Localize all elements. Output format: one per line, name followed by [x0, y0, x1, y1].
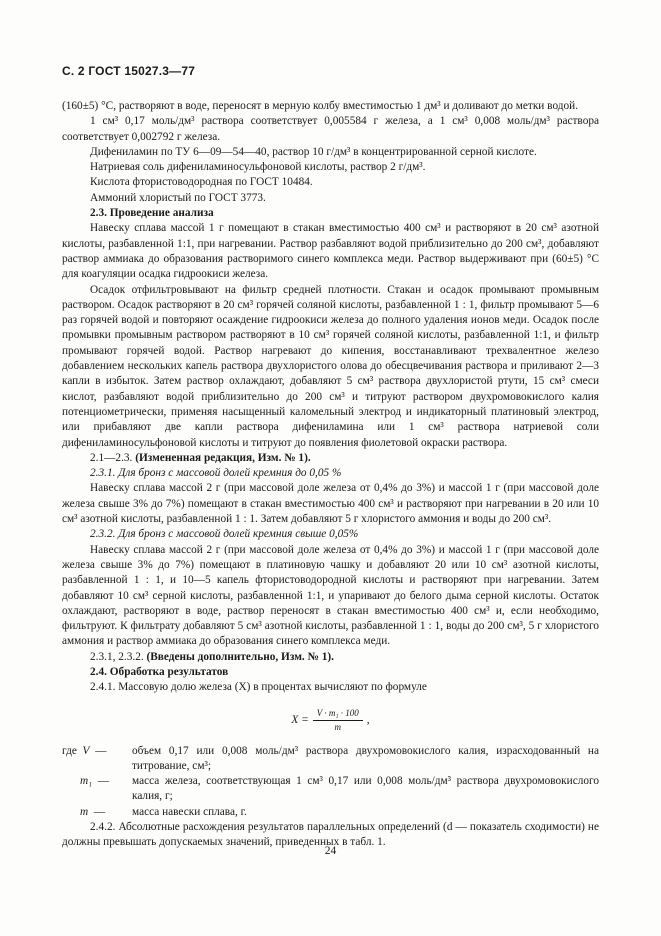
dash: — [97, 775, 110, 788]
paragraph: Осадок отфильтровывают на фильтр средней плотности. Стакан и осадок промывают промывным раствором. Осадок растворяют в 20 см³ горячей соляной кислоты, разбавленной 1 : 1, фильтр промывают 5—6 раз горячей водой и повторяют осаждение гидроокиси железа до полного удаления ионов меди. Осадок после промывки промывным раствором растворяют в 10 см³ горячей соляной кислоты, разбавленной 1:1, и фильтр промывают горячей водой. Раствор нагревают до кипения, восстанавливают трехвалентное железо добавлением нескольких капель раствора двухлористого олова до обесцвечивания раствора и приливают 2—3 капли в избыток. Затем раствор охлаждают, добавляют 5 см³ раствора двухлористой ртути, 15 см³ смеси кислот, разбавляют водой приблизительно до 200 см³ и титруют раствором двухромовокислого калия потенциометрически, применяя насыщенный каломельный электрод и индикаторный платиновый электрод, или прибавляют две капли раствора дифениламина или 1 см³ раствора натриевой соли дифениламиносульфоновой кислоты и титруют до появления фиолетовой окраски раствора. [62, 283, 599, 449]
paragraph: 1 см³ 0,17 моль/дм³ раствора соответствует 0,005584 г железа, а 1 см³ 0,008 моль/дм³ раствора соответствует 0,002792 г железа. [62, 115, 599, 143]
paragraph: Дифениламин по ТУ 6—09—54—40, раствор 10 г/дм³ в концентрированной серной кислоте. [90, 145, 537, 158]
section-heading-2-3-1: 2.3.1. Для бронз с массовой долей кремния до 0,05 % [90, 467, 342, 480]
formula-fraction [313, 708, 363, 733]
amendment-ref: 2.3.1, 2.3.2. [90, 650, 147, 663]
variable-symbol: m [80, 805, 89, 818]
dash: — [93, 805, 106, 818]
paragraph: 2.4.2. Абсолютные расхождения результатов параллельных определений (d — показатель сходимости) не должны превышать допускаемых значений, приведенных в табл. 1. [62, 821, 599, 849]
formula [62, 708, 599, 734]
section-heading-2-3-2: 2.3.2. Для бронз с массовой долей кремния свыше 0,05% [90, 528, 359, 541]
paragraph: Навеску сплава массой 2 г (при массовой доле железа от 0,4% до 3%) и массой 1 г (при массовой доле железа свыше 3% до 7%) помещают в стакан вместимостью 400 см³ и растворяют при нагревании в 20 или 10 см³ азотной кислоты, разбавленной 1 : 1. Затем добавляют 5 г хлористого аммония и воды до 200 см³. [62, 482, 599, 526]
variable-text: масса железа, соответствующая 1 см³ 0,17 или 0,008 моль/дм³ раствора двухромовокислого калия, г; [132, 775, 599, 803]
formula-numerator: V · m₁ · 100 [313, 708, 363, 721]
formula-denominator: m [334, 721, 342, 732]
formula-tail: , [366, 714, 370, 727]
paragraph: Навеску сплава массой 2 г (при массовой доле железа от 0,4% до 3%) и массой 1 г (при массовой доле железа свыше 3% до 7%) помещают в платиновую чашку и добавляют 20 или 10 см³ азотной кислоты, разбавленной 1 : 1, и 10—5 капель фтористоводородной кислоты и растворяют при нагревании. Затем добавляют 10 см³ серной кислоты, разбавленной 1:1, и упаривают до белого дыма серной кислоты. Остаток охлаждают, растворяют в воде, раствор переносят в стакан вместимостью 400 см³ и, если необходимо, фильтруют. К фильтрату добавляют 5 см³ азотной кислоты, разбавленной 1 : 1, воды до 200 см³, 5 г хлористого аммония и раствор аммиака до образования синего комплекса меди. [62, 543, 599, 648]
variable-text: объем 0,17 или 0,008 моль/дм³ раствора двухромовокислого калия, израсходованный на титрование, см³; [132, 744, 599, 772]
amendment-note [62, 451, 599, 466]
paragraph: Навеску сплава массой 1 г помещают в стакан вместимостью 400 см³ и растворяют в 20 см³ азотной кислоты, разбавленной 1:1, при нагревании. Раствор разбавляют водой приблизительно до 200 см³, добавляют раствор аммиака до образования растворимого синего комплекса меди. Раствор выдерживают при (60±5) °С для коагуляции осадка гидроокиси железа. [62, 222, 599, 281]
amendment-note [62, 650, 599, 665]
paragraph: (160±5) °С, растворяют в воде, переносят в мерную колбу вместимостью 1 дм³ и доливают до метки водой. [62, 100, 579, 112]
section-heading-2-3: 2.3. Проведение анализа [90, 207, 214, 220]
variable-definition [62, 774, 599, 805]
paragraph: Натриевая соль дифениламиносульфоновой кислоты, раствор 2 г/дм³. [90, 161, 426, 174]
formula-lhs: X = [291, 714, 309, 727]
variable-definition [62, 805, 599, 820]
section-heading-2-4: 2.4. Обработка результатов [90, 665, 229, 678]
paragraph: 2.4.1. Массовую долю железа (X) в процентах вычисляют по формуле [90, 681, 427, 694]
variable-definition [62, 744, 599, 775]
where-prefix: где [62, 744, 77, 757]
variable-symbol: m₁ [80, 775, 93, 788]
variable-text: масса навески сплава, г. [132, 805, 247, 818]
dash: — [95, 744, 107, 757]
amendment-ref: 2.1—2.3. [90, 451, 136, 464]
amendment-label: (Введены дополнительно, Изм. № 1). [146, 650, 334, 663]
paragraph: Кислота фтористоводородная по ГОСТ 10484. [90, 176, 313, 189]
paragraph: Аммоний хлористый по ГОСТ 3773. [90, 191, 266, 204]
page-header: С. 2 ГОСТ 15027.3—77 [62, 64, 196, 78]
variable-symbol: V [82, 744, 90, 757]
page-number: 24 [324, 845, 337, 857]
amendment-label: (Измененная редакция, Изм. № 1). [135, 451, 311, 464]
